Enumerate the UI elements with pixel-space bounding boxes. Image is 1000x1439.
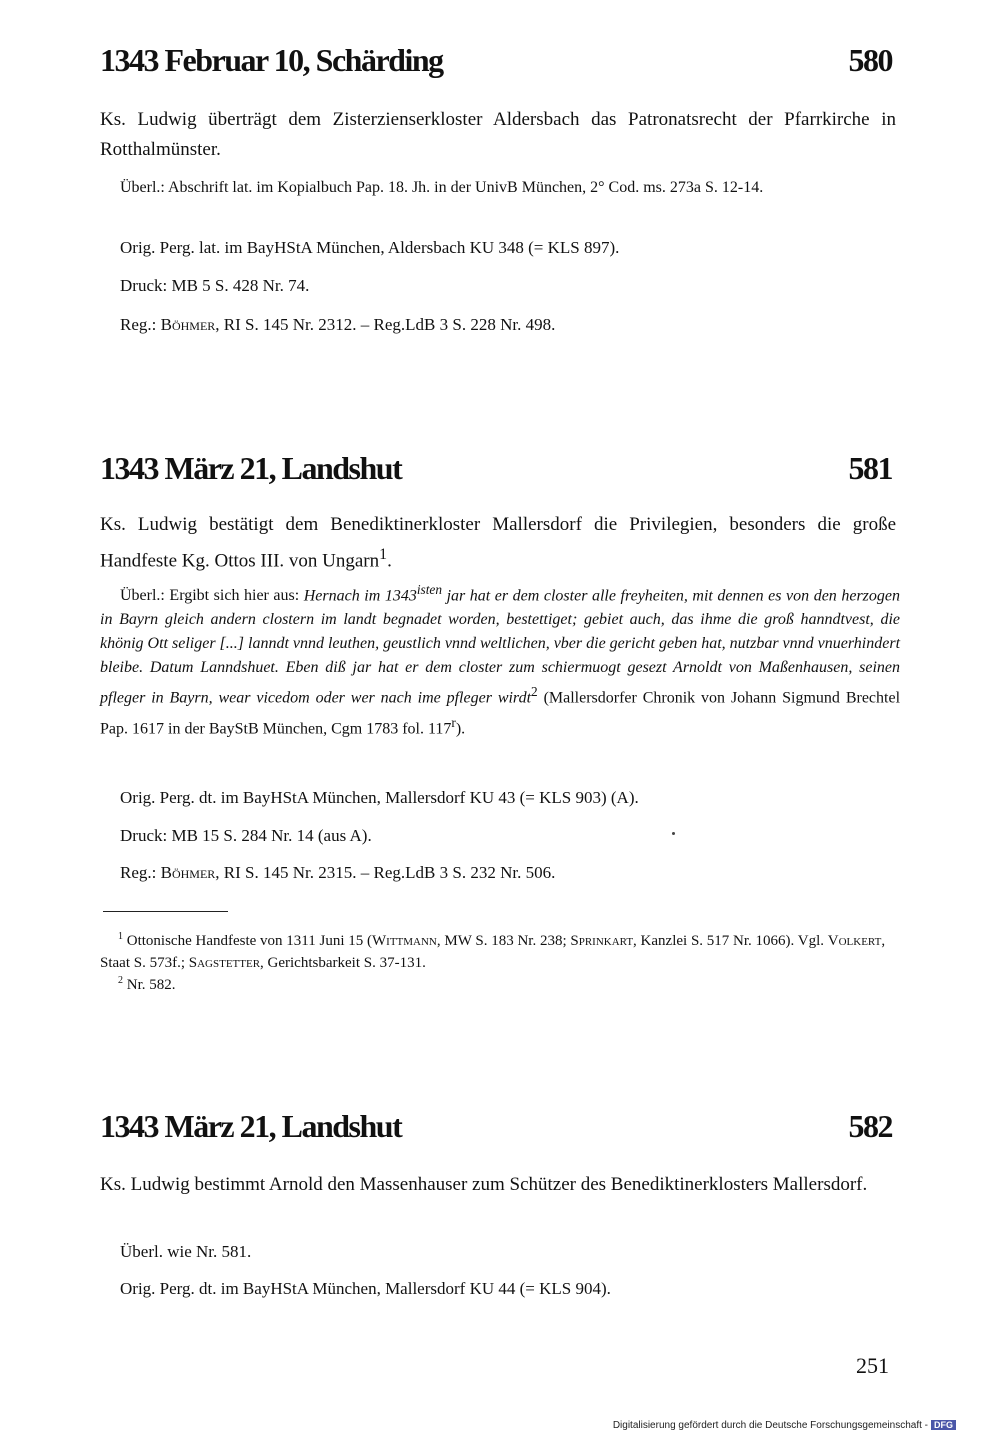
entry-ueberlieferung: Überl. wie Nr. 581.	[120, 1242, 252, 1261]
page-number: 251	[856, 1353, 889, 1378]
entry-original: Orig. Perg. dt. im BayHStA München, Mallersdorf KU 44 (= KLS 904).	[120, 1279, 611, 1298]
entry-original: Orig. Perg. dt. im BayHStA München, Mallersdorf KU 43 (= KLS 903) (A).	[120, 788, 639, 807]
speck-mark	[672, 832, 675, 835]
entry-number: 581	[848, 450, 892, 486]
entry-heading-582	[100, 1108, 900, 1158]
entry-heading-580	[100, 42, 900, 92]
entry-summary: Ks. Ludwig bestimmt Arnold den Massenhauser zum Schützer des Benediktinerklosters Mallersdorf.	[100, 1174, 868, 1195]
entry-summary: Ks. Ludwig bestätigt dem Benediktinerkloster Mallersdorf die Privilegien, besonders die große Handfeste Kg. Ottos III. von Ungarn$^1$.	[100, 514, 896, 572]
footnote-divider	[103, 911, 228, 912]
entry-date: 1343 März 21, Landshut	[100, 450, 402, 486]
entry-original: Orig. Perg. lat. im BayHStA München, Aldersbach KU 348 (= KLS 897).	[120, 238, 620, 257]
footnote-ref: 1	[379, 546, 388, 563]
digitization-footer: Digitalisierung gefördert durch die Deutsche Forschungsgemeinschaft - DFG	[613, 1420, 956, 1431]
footnote-1: $^1$ Ottonische Handfeste von 1311 Juni 15 (Wittmann, MW S. 183 Nr. 238; Sprinkart, Kanzlei S. 517 Nr. 1066). Vgl. Volkert, Staat S. 573f.; Sagstetter, Gerichtsbarkeit S. 37-131.	[100, 931, 886, 971]
entry-druck: Druck: MB 15 S. 284 Nr. 14 (aus A).	[120, 826, 372, 845]
entry-heading-581	[100, 450, 900, 500]
footnote-ref: 2	[531, 684, 538, 700]
entry-summary: Ks. Ludwig überträgt dem Zisterzienserkloster Aldersbach das Patronatsrecht der Pfarrkirche in Rotthalmünster.	[100, 109, 896, 160]
entry-date: 1343 Februar 10, Schärding	[100, 42, 443, 78]
author-name: Böhmer	[160, 315, 216, 334]
entry-ueberlieferung: Überl.: Ergibt sich hier aus: Hernach im $1343^{isten}$ jar hat er dem closter alle freyheiten, mit dennen es von den herzogen in Bayrn gleich andern clostern im landt begnadet worden, bestettiget; gebiet auch, das ihme die groß hanndtvest, die khönig Ott seliger [...] lanndt vnnd leuthen, geustlich vnnd weltlichen, vber die gericht geben hat, nutzbar vnnd vnuerhindert bleibe. Datum Lanndshuet. Eben diß jar hat er dem closter zum schiermuogt gesezt Arnoldt von Maßenhausen, seinen pfleger in Bayrn, wear vicedom oder wer nach ime pfleger wirdt$^2$ (Mallersdorfer Chronik von Johann Sigmund Brechtel Pap. 1617 in der BayStB München, Cgm 1783 fol. 117$^r$).	[100, 582, 901, 737]
entry-number: 582	[848, 1108, 892, 1144]
entry-regest: Reg.: Böhmer, RI S. 145 Nr. 2315. – Reg.LdB 3 S. 232 Nr. 506.	[120, 863, 556, 882]
chronicle-quote: Hernach im 1343	[303, 587, 417, 605]
footnote-2: $^2$ Nr. 582.	[118, 975, 176, 993]
entry-ueberlieferung: Überl.: Abschrift lat. im Kopialbuch Pap. 18. Jh. in der UnivB München, 2° Cod. ms. 273a S. 12-14.	[120, 179, 764, 196]
author-name: Böhmer	[160, 863, 216, 882]
dfg-logo: DFG	[931, 1420, 956, 1430]
entry-number: 580	[848, 42, 892, 78]
entry-regest: Reg.: Böhmer, RI S. 145 Nr. 2312. – Reg.LdB 3 S. 228 Nr. 498.	[120, 315, 556, 334]
entry-date: 1343 März 21, Landshut	[100, 1108, 402, 1144]
entry-druck: Druck: MB 5 S. 428 Nr. 74.	[120, 276, 310, 295]
